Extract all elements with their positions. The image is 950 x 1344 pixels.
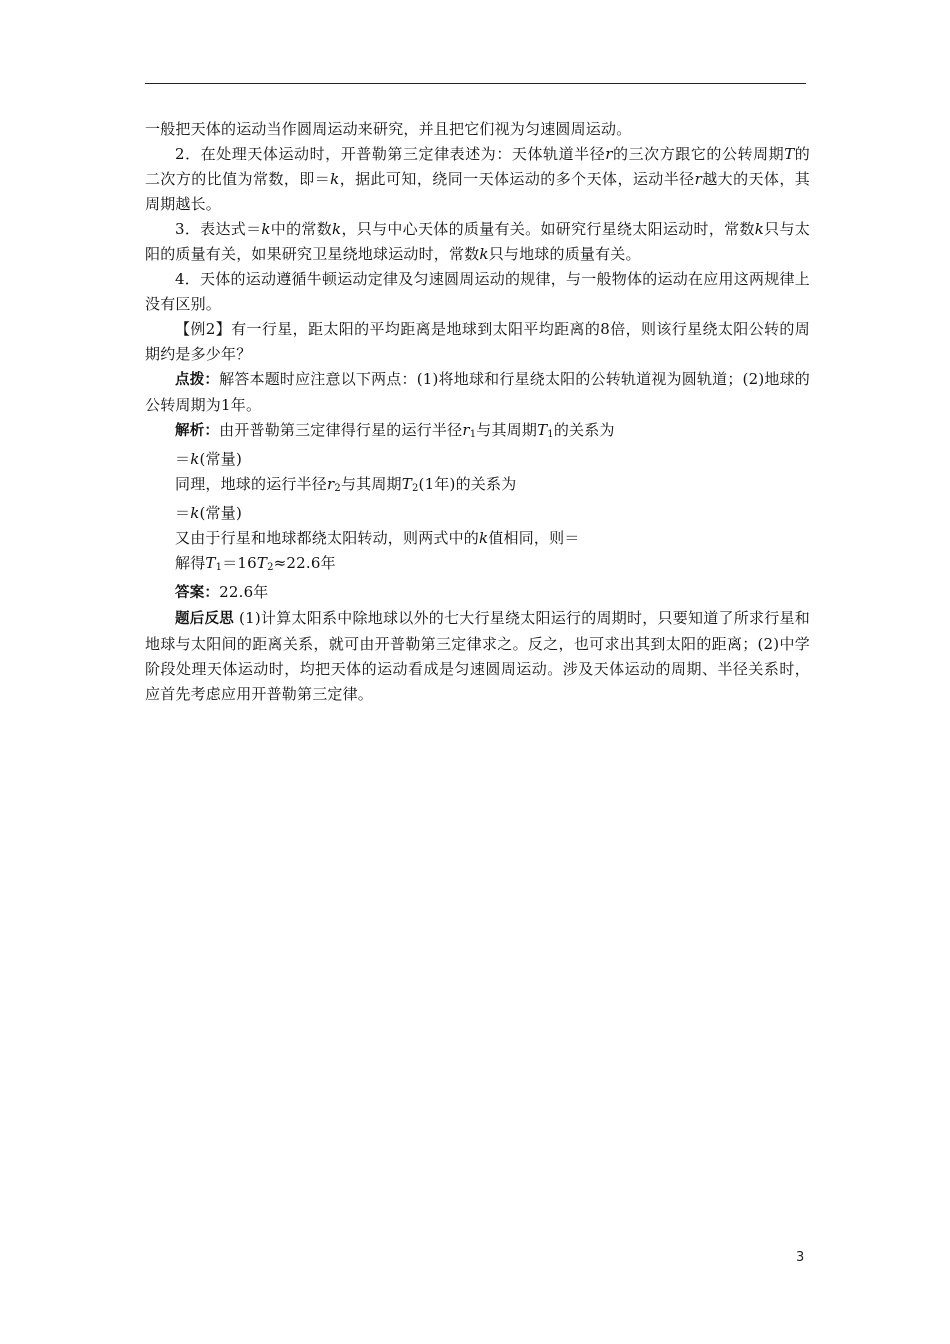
subscript: 1 — [215, 562, 223, 573]
text: 与其周期 — [340, 475, 402, 493]
symbol-r: r — [327, 475, 335, 493]
answer-label: 答案： — [175, 585, 220, 601]
document-body — [145, 117, 810, 707]
symbol-k: k — [190, 450, 200, 468]
text: 解得 — [175, 554, 206, 572]
analysis — [145, 418, 810, 447]
analysis-label: 解析： — [175, 423, 220, 439]
text: 由开普勒第三定律得行星的运行半径 — [219, 421, 463, 439]
symbol-T: T — [401, 475, 412, 493]
text: 同理，地球的运行半径 — [175, 475, 328, 493]
answer — [145, 580, 810, 606]
symbol-k: k — [479, 529, 489, 547]
text: ＝ — [175, 450, 191, 468]
equation-1 — [145, 447, 810, 472]
tip — [145, 367, 810, 418]
paragraph-3 — [145, 217, 810, 267]
text: ，只与中心天体的质量有关。如研究行星绕太阳运动时，常数 — [341, 220, 755, 238]
symbol-k: k — [330, 170, 340, 188]
reflection-label: 题后反思 — [175, 611, 235, 627]
symbol-r: r — [462, 421, 470, 439]
symbol-r: r — [694, 170, 702, 188]
text: 只与太阳的质量有关，如果研究卫星绕地球运动时，常数 — [145, 220, 811, 263]
subscript: 1 — [547, 429, 554, 440]
page-number: 3 — [796, 1250, 805, 1265]
tip-label: 点拨： — [175, 372, 220, 388]
similarly-line — [145, 472, 810, 501]
text: 22.6年 — [219, 583, 269, 601]
text: ＝16 — [222, 554, 257, 572]
text: (1)计算太阳系中除地球以外的七大行星绕太阳运行的周期时，只要知道了所求行星和地球与太阳间的距离关系，就可由开普勒第三定律求之。反之，也可求出其到太阳的距离；(2)中学阶段处理天体运动时，均把天体的运动看成是匀速圆周运动。涉及天体运动的周期、半径关系时，应首先考虑应用开普勒第三定律。 — [145, 609, 810, 703]
symbol-k: k — [479, 245, 489, 263]
text: 3．表达式＝ — [175, 220, 262, 238]
subscript: 1 — [469, 429, 477, 440]
text: 只与地球的质量有关。 — [488, 245, 641, 263]
text: 一般把天体的运动当作圆周运动来研究，并且把它们视为匀速圆周运动。 — [145, 120, 632, 138]
example-2-question — [145, 317, 810, 367]
subscript: 2 — [267, 562, 274, 573]
paragraph-2 — [145, 142, 810, 217]
subscript: 2 — [411, 483, 419, 494]
symbol-k: k — [261, 220, 271, 238]
text: 4．天体的运动遵循牛顿运动定律及匀速圆周运动的规律，与一般物体的运动在应用这两规律上没有区别。 — [145, 270, 810, 313]
text: 2．在处理天体运动时，开普勒第三定律表述为：天体轨道半径 — [175, 145, 606, 163]
text: 又由于行星和地球都绕太阳转动，则两式中的 — [175, 529, 480, 547]
symbol-r: r — [605, 145, 613, 163]
equation-2 — [145, 501, 810, 526]
symbol-T: T — [205, 554, 216, 572]
text: 与其周期 — [476, 421, 538, 439]
symbol-k: k — [190, 504, 200, 522]
solve-line — [145, 551, 810, 580]
also-line — [145, 526, 810, 551]
text: (常量) — [199, 504, 243, 522]
reflection — [145, 606, 810, 707]
text: 【例2】有一行星，距太阳的平均距离是地球到太阳平均距离的8倍，则该行星绕太阳公转的周期约是多少年？ — [145, 320, 810, 363]
subscript: 2 — [334, 483, 341, 494]
text: 值相同，则＝ — [488, 529, 580, 547]
text: ≈22.6年 — [273, 554, 336, 572]
text: 解答本题时应注意以下两点：(1)将地球和行星绕太阳的公转轨道视为圆轨道；(2)地球的公转周期为1年。 — [145, 370, 811, 414]
text: 的二次方的比值为常数，即＝ — [145, 145, 811, 188]
text: ，据此可知，绕同一天体运动的多个天体，运动半径 — [339, 170, 695, 188]
text: 的三次方跟它的公转周期 — [612, 145, 785, 163]
text: 中的常数 — [270, 220, 333, 238]
symbol-T: T — [537, 421, 548, 439]
symbol-k: k — [754, 220, 765, 238]
text: 的关系为 — [553, 421, 615, 439]
symbol-T: T — [256, 554, 268, 572]
text: 越大的天体，其周期越长。 — [145, 170, 810, 213]
paragraph-1-tail — [145, 117, 810, 142]
text: (常量) — [199, 450, 243, 468]
text: ＝ — [175, 504, 191, 522]
paragraph-4 — [145, 267, 810, 317]
symbol-T: T — [784, 145, 795, 163]
symbol-k: k — [332, 220, 342, 238]
header-rule — [145, 83, 806, 84]
text: (1年)的关系为 — [418, 475, 517, 493]
